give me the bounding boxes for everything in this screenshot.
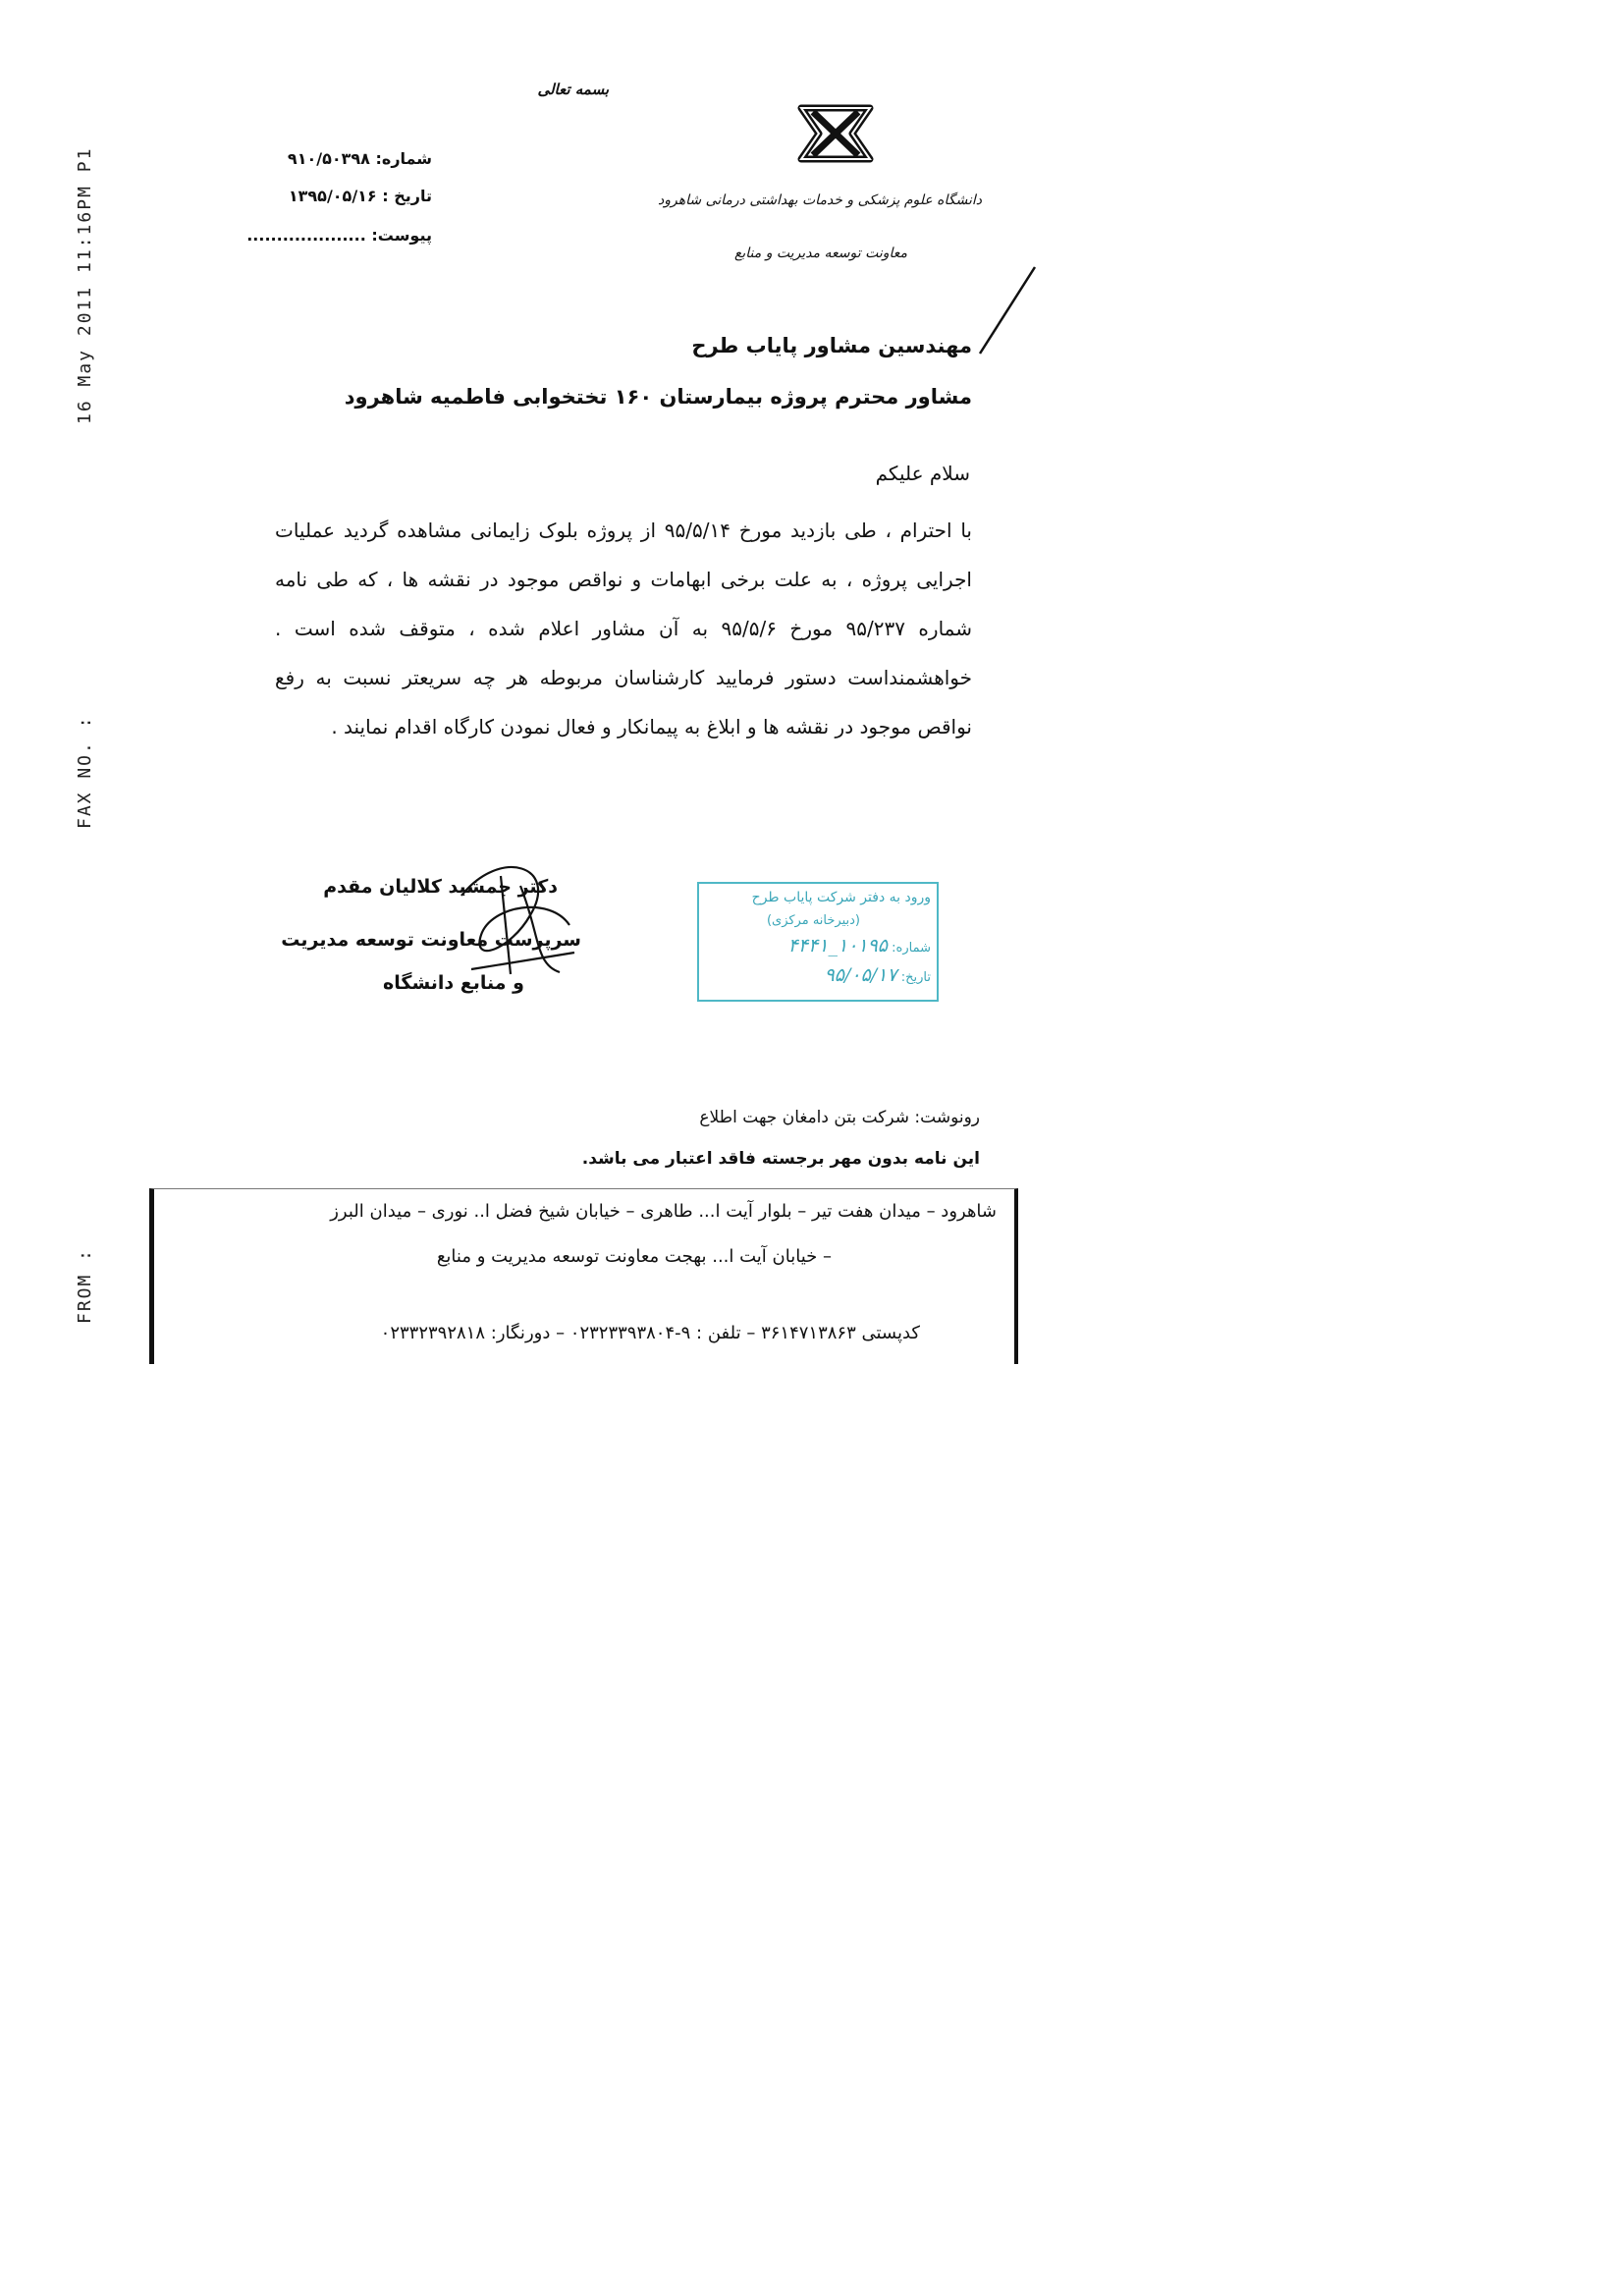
signer-name: دکتر جمشید کلالیان مقدم [323,876,558,898]
letter-number-label: شماره: [375,149,432,168]
letter-body: با احترام ، طی بازدید مورخ ۹۵/۵/۱۴ از پروژه بلوک زایمانی مشاهده گردید عملیات اجرایی پروژه ، به علت برخی ابهامات و نواقص موجود در نقشه ها ، که طی نامه شماره ۹۵/۲۳۷ مورخ ۹۵/۵/۶ به آن مشاور اعلام شده ، متوقف شده است . خواهشمنداست دستور فرمایید کارشناسان مربوطه هر چه سریعتر نسبت به رفع نواقص موجود در نقشه ها و ابلاغ به پیمانکار و فعال نمودن کارگاه اقدام نمایند . [275,519,972,738]
recipient-line-1: مهندسین مشاور پایاب طرح [691,334,972,357]
stamp-date-value: ۹۵/۰۵/۱۷ [824,964,897,986]
letter-date [236,187,432,205]
address-box [149,1188,1018,1364]
stamp-number-row [703,935,931,957]
letter-attachment [236,226,432,245]
university-name: دانشگاه علوم پزشکی و خدمات بهداشتی درمانی شاهرود [658,192,982,208]
letter-attachment-label: پیوست: [371,226,432,245]
address-line-2: – خیابان آیت ا... بهجت معاونت توسعه مدیریت و منابع [436,1246,832,1267]
fax-from-label: FROM : [75,1247,95,1324]
university-logo-icon [793,98,878,169]
receipt-stamp [697,882,939,1002]
recipient-line-2: مشاور محترم پروژه بیمارستان ۱۶۰ تختخوابی فاطمیه شاهرود [344,385,972,409]
stamp-number-value: ۱۰۱۹۵_۴۴۴۱ [787,935,889,957]
signer-title-line-1: سرپرست معاونت توسعه مدیریت [281,929,581,951]
pen-slash-mark [972,263,1041,357]
letter-attachment-value: .................... [246,226,366,245]
stamp-date-row [703,964,931,986]
stamp-line-2: (دبیرخانه مرکزی) [766,913,860,928]
carbon-copy: رونوشت: شرکت بتن دامغان جهت اطلاع [699,1108,980,1127]
university-logo [793,98,878,169]
validity-notice: این نامه بدون مهر برجسته فاقد اعتبار می باشد. [581,1149,980,1169]
address-line-1: شاهرود – میدان هفت تیر – بلوار آیت ا... طاهری – خیابان شیخ فضل ا.. نوری – میدان البرز [330,1201,997,1222]
contact-line: کدپستی ۳۶۱۴۷۱۳۸۶۳ – تلفن : ۹-۰۲۳۲۳۳۹۳۸۰۴ – دورنگار: ۰۲۳۳۲۳۹۲۸۱۸ [380,1323,920,1343]
greeting: سلام علیکم [875,462,970,485]
letter-date-value: ۱۳۹۵/۰۵/۱۶ [288,187,377,205]
signer-title-line-2: و منابع دانشگاه [383,972,524,994]
stamp-line-1: ورود به دفتر شرکت پایاب طرح [751,890,931,905]
stamp-date-label: تاریخ: [900,970,931,985]
letter-number [236,149,432,168]
letter-number-value: ۹۱۰/۵۰۳۹۸ [287,149,370,168]
fax-number-label: FAX NO. : [75,715,95,829]
letter-date-label: تاریخ : [382,187,432,205]
signature-block [281,854,589,1002]
fax-datetime-header: 16 May 2011 11:16PM P1 [75,146,95,424]
stamp-number-label: شماره: [892,941,931,956]
department-name: معاونت توسعه مدیریت و منابع [733,246,907,261]
bismillah-header: بسمه تعالی [537,81,609,98]
fax-letter-page [0,0,1088,1540]
